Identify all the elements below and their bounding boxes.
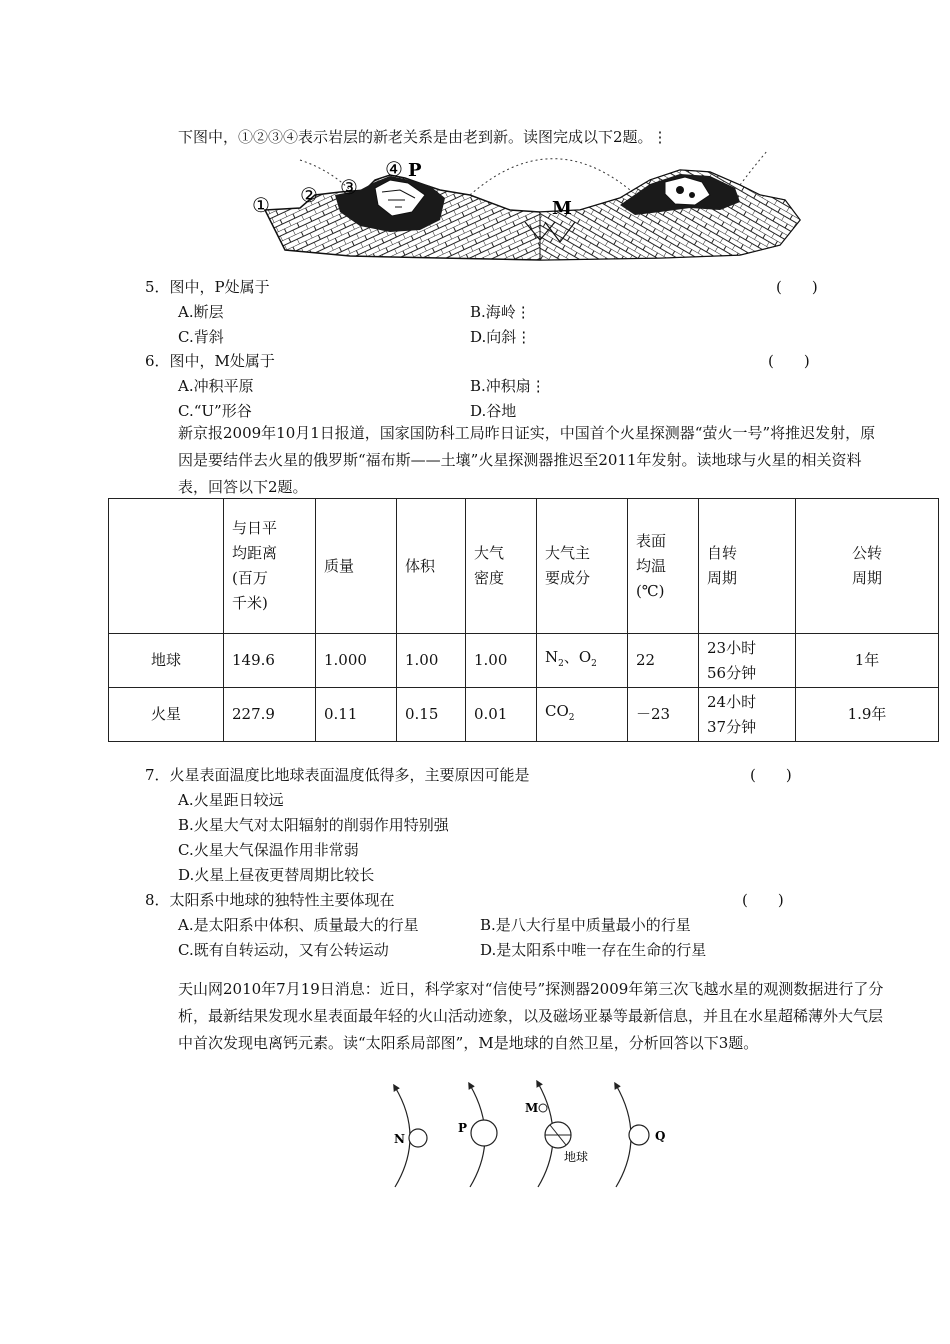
header-distance: 与日平 均距离 (百万 千米) [224, 499, 316, 634]
intro-text-3: 天山网2010年7月19日消息：近日，科学家对“信使号”探测器2009年第三次飞越水星的观测数据进行了分析，最新结果发现水星表面最年轻的火山活动迹象，以及磁场亚暴等最新信息，并且在水星超稀薄外大气层中首次发现电离钙元素。读“太阳系局部图”，M是地球的自然卫星，分析回答以下3题。 [178, 980, 884, 1052]
q8-option-a[interactable]: A.是太阳系中体积、质量最大的行星 [178, 916, 419, 934]
q8-paren: ( ) [742, 891, 784, 909]
q8-option-b[interactable]: B.是八大行星中质量最小的行星 [480, 916, 691, 934]
header-temperature: 表面 均温 (℃) [628, 499, 699, 634]
q6-option-c[interactable]: C.“U”形谷 [178, 402, 252, 420]
label-3: ③ [340, 175, 358, 199]
label-m: M [552, 198, 572, 219]
q8-option-c[interactable]: C.既有自转运动，又有公转运动 [178, 941, 389, 959]
row-name: 火星 [109, 688, 224, 742]
planet-q [629, 1125, 649, 1145]
label-m: M [525, 1101, 539, 1115]
header-revolution: 公转 周期 [796, 499, 939, 634]
intro-text-1: 下图中，①②③④表示岩层的新老关系是由老到新。读图完成以下2题。⋮ [178, 128, 668, 146]
planet-data-table [108, 498, 939, 742]
label-n: N [394, 1132, 405, 1146]
label-4: ④ [385, 157, 403, 181]
intro-text-2: 新京报2009年10月1日报道，国家国防科工局昨日证实，中国首个火星探测器“萤火一号”将推迟发射，原因是要结伴去火星的俄罗斯“福布斯——土壤”火星探测器推迟至2011年发射。读地球与火星的相关资料表，回答以下2题。 [178, 424, 876, 496]
q7-option-b[interactable]: B.火星大气对太阳辐射的削弱作用特别强 [178, 816, 449, 834]
q5-option-a[interactable]: A.断层 [178, 303, 224, 321]
q6-paren: ( ) [768, 352, 810, 370]
q6-option-a[interactable]: A.冲积平原 [178, 377, 254, 395]
q7-paren: ( ) [750, 766, 792, 784]
header-blank [109, 499, 224, 634]
row-name: 地球 [109, 634, 224, 688]
q8-option-d[interactable]: D.是太阳系中唯一存在生命的行星 [480, 941, 707, 959]
label-p: P [408, 160, 422, 181]
q5-option-b[interactable]: B.海岭⋮ [470, 303, 531, 321]
q6-option-b[interactable]: B.冲积扇⋮ [470, 377, 546, 395]
q6-stem: 6．图中，M处属于 [145, 352, 275, 370]
q5-option-d[interactable]: D.向斜⋮ [470, 328, 532, 346]
solar-system-diagram [380, 1075, 700, 1195]
planet-p [471, 1120, 497, 1146]
q5-option-c[interactable]: C.背斜 [178, 328, 224, 346]
q8-stem: 8．太阳系中地球的独特性主要体现在 [145, 891, 395, 909]
label-1: ① [252, 193, 270, 217]
label-q: Q [655, 1129, 666, 1143]
q6-option-d[interactable]: D.谷地 [470, 402, 517, 420]
table-row-mars: 火星 227.9 0.11 0.15 0.01 $CO_2$ －23 24小时 37分钟 1.9年 [109, 688, 939, 742]
table-row-earth: 地球 149.6 1.000 1.00 1.00 $N_2$、$O_2$ 22 23小时 56分钟 1年 [109, 634, 939, 688]
q5-paren: ( ) [776, 278, 818, 296]
planet-n [409, 1129, 427, 1147]
q7-stem: 7．火星表面温度比地球表面温度低得多，主要原因可能是 [145, 766, 530, 784]
moon-m [539, 1104, 547, 1112]
header-composition: 大气主 要成分 [537, 499, 628, 634]
label-earth: 地球 [564, 1150, 589, 1164]
header-density: 大气 密度 [466, 499, 537, 634]
q7-option-d[interactable]: D.火星上昼夜更替周期比较长 [178, 866, 375, 884]
label-p: P [458, 1121, 468, 1135]
q7-option-a[interactable]: A.火星距日较远 [178, 791, 284, 809]
header-mass: 质量 [316, 499, 397, 634]
rock-strata-diagram [240, 150, 820, 265]
label-2: ② [300, 183, 318, 207]
header-rotation: 自转 周期 [699, 499, 796, 634]
q7-option-c[interactable]: C.火星大气保温作用非常弱 [178, 841, 359, 859]
q5-stem: 5．图中，P处属于 [145, 278, 270, 296]
header-volume: 体积 [397, 499, 466, 634]
